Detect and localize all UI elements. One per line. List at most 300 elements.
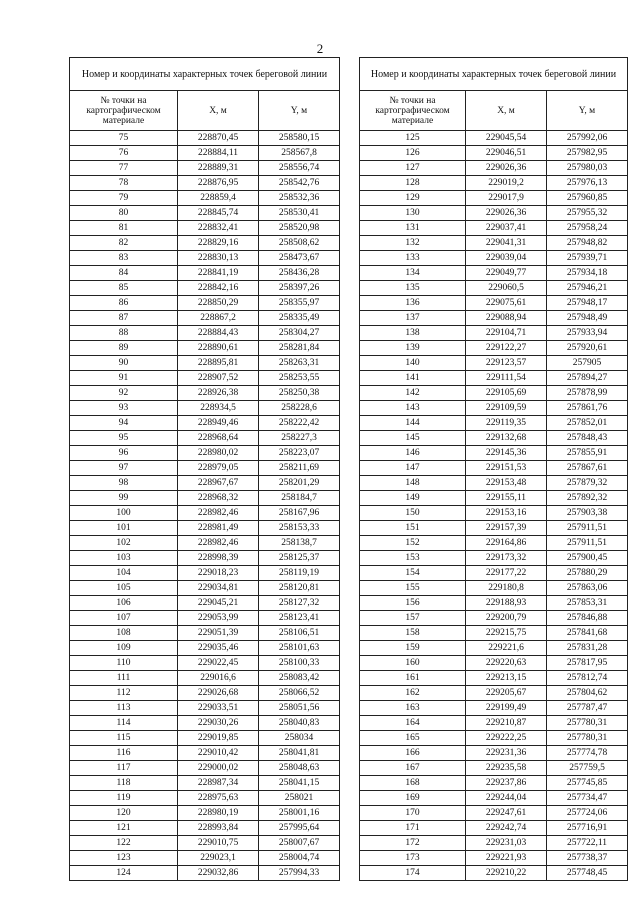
cell-point-number: 163 (360, 701, 466, 716)
cell-point-number: 138 (360, 326, 466, 341)
cell-y: 258250,38 (259, 386, 340, 401)
cell-x: 228895,81 (178, 356, 259, 371)
cell-y: 258083,42 (259, 671, 340, 686)
cell-point-number: 128 (360, 176, 466, 191)
cell-y: 257867,61 (547, 461, 628, 476)
cell-y: 258436,28 (259, 266, 340, 281)
table-row (70, 176, 340, 191)
cell-x: 229109,59 (466, 401, 547, 416)
cell-y: 258120,81 (259, 581, 340, 596)
cell-x: 229049,77 (466, 266, 547, 281)
table-row (360, 401, 628, 416)
cell-x: 229046,51 (466, 146, 547, 161)
cell-x: 228890,61 (178, 341, 259, 356)
cell-x: 228968,32 (178, 491, 259, 506)
table-row (70, 806, 340, 821)
cell-point-number: 122 (70, 836, 178, 851)
cell-point-number: 157 (360, 611, 466, 626)
cell-x: 228982,46 (178, 536, 259, 551)
cell-point-number: 160 (360, 656, 466, 671)
cell-x: 229045,54 (466, 131, 547, 146)
table-row (70, 611, 340, 626)
cell-point-number: 148 (360, 476, 466, 491)
table-row (70, 671, 340, 686)
cell-x: 229153,16 (466, 506, 547, 521)
cell-y: 257804,62 (547, 686, 628, 701)
cell-point-number: 117 (70, 761, 178, 776)
cell-x: 229033,51 (178, 701, 259, 716)
table-row (70, 626, 340, 641)
cell-x: 229235,58 (466, 761, 547, 776)
cell-y: 258048,63 (259, 761, 340, 776)
table-row (70, 851, 340, 866)
cell-x: 228926,38 (178, 386, 259, 401)
cell-x: 228975,63 (178, 791, 259, 806)
cell-y: 258127,32 (259, 596, 340, 611)
cell-point-number: 152 (360, 536, 466, 551)
table-row (360, 461, 628, 476)
table-row (360, 221, 628, 236)
cell-x: 228845,74 (178, 206, 259, 221)
cell-point-number: 75 (70, 131, 178, 146)
cell-point-number: 150 (360, 506, 466, 521)
table-row (360, 581, 628, 596)
cell-point-number: 123 (70, 851, 178, 866)
table-row (70, 221, 340, 236)
cell-x: 229039,04 (466, 251, 547, 266)
cell-y: 258520,98 (259, 221, 340, 236)
table-row (70, 536, 340, 551)
table-row (70, 326, 340, 341)
cell-point-number: 118 (70, 776, 178, 791)
cell-x: 228829,16 (178, 236, 259, 251)
table-row (70, 401, 340, 416)
cell-y: 257948,17 (547, 296, 628, 311)
table-row (70, 491, 340, 506)
cell-x: 228841,19 (178, 266, 259, 281)
table-row (360, 446, 628, 461)
cell-x: 229104,71 (466, 326, 547, 341)
cell-point-number: 135 (360, 281, 466, 296)
cell-point-number: 111 (70, 671, 178, 686)
column-header-point-number: № точки на картографическом материале (70, 91, 178, 131)
cell-x: 229019,2 (466, 176, 547, 191)
column-header-x: X, м (466, 91, 547, 131)
cell-point-number: 155 (360, 581, 466, 596)
cell-x: 229231,03 (466, 836, 547, 851)
cell-point-number: 171 (360, 821, 466, 836)
cell-y: 257817,95 (547, 656, 628, 671)
column-header-x: X, м (178, 91, 259, 131)
table-row (360, 596, 628, 611)
table-row (360, 746, 628, 761)
table-row (360, 206, 628, 221)
table-row (360, 701, 628, 716)
cell-y: 258041,15 (259, 776, 340, 791)
cell-point-number: 87 (70, 311, 178, 326)
cell-x: 228889,31 (178, 161, 259, 176)
cell-y: 257780,31 (547, 731, 628, 746)
cell-y: 258041,81 (259, 746, 340, 761)
cell-y: 257878,99 (547, 386, 628, 401)
cell-point-number: 103 (70, 551, 178, 566)
cell-x: 229111,54 (466, 371, 547, 386)
table-row (70, 161, 340, 176)
table-row (360, 416, 628, 431)
cell-y: 257780,31 (547, 716, 628, 731)
cell-point-number: 106 (70, 596, 178, 611)
cell-y: 257933,94 (547, 326, 628, 341)
cell-x: 229213,15 (466, 671, 547, 686)
cell-x: 228934,5 (178, 401, 259, 416)
cell-point-number: 101 (70, 521, 178, 536)
cell-y: 258508,62 (259, 236, 340, 251)
cell-x: 229155,11 (466, 491, 547, 506)
cell-x: 229215,75 (466, 626, 547, 641)
cell-y: 257748,45 (547, 866, 628, 881)
cell-point-number: 119 (70, 791, 178, 806)
cell-y: 257716,91 (547, 821, 628, 836)
cell-y: 258211,69 (259, 461, 340, 476)
table-row (70, 371, 340, 386)
cell-point-number: 141 (360, 371, 466, 386)
table-row (360, 296, 628, 311)
cell-point-number: 120 (70, 806, 178, 821)
table-row (70, 596, 340, 611)
cell-x: 228982,46 (178, 506, 259, 521)
table-row (70, 416, 340, 431)
cell-point-number: 169 (360, 791, 466, 806)
table-row (360, 371, 628, 386)
cell-point-number: 78 (70, 176, 178, 191)
cell-y: 257958,24 (547, 221, 628, 236)
table-row (70, 281, 340, 296)
table-row (70, 551, 340, 566)
cell-y: 257880,29 (547, 566, 628, 581)
cell-point-number: 168 (360, 776, 466, 791)
cell-y: 257861,76 (547, 401, 628, 416)
cell-y: 258040,83 (259, 716, 340, 731)
cell-point-number: 124 (70, 866, 178, 881)
table-row (70, 641, 340, 656)
cell-x: 228980,02 (178, 446, 259, 461)
cell-point-number: 166 (360, 746, 466, 761)
table-row (360, 686, 628, 701)
cell-y: 258100,33 (259, 656, 340, 671)
cell-x: 229034,81 (178, 581, 259, 596)
cell-x: 229122,27 (466, 341, 547, 356)
cell-x: 229221,6 (466, 641, 547, 656)
cell-x: 229145,36 (466, 446, 547, 461)
cell-y: 257879,32 (547, 476, 628, 491)
cell-x: 229026,36 (466, 161, 547, 176)
cell-y: 258051,56 (259, 701, 340, 716)
cell-point-number: 115 (70, 731, 178, 746)
table-row (360, 341, 628, 356)
cell-y: 258567,8 (259, 146, 340, 161)
cell-point-number: 107 (70, 611, 178, 626)
table-row (360, 626, 628, 641)
cell-point-number: 170 (360, 806, 466, 821)
cell-x: 229221,93 (466, 851, 547, 866)
cell-point-number: 110 (70, 656, 178, 671)
cell-y: 257846,88 (547, 611, 628, 626)
cell-y: 258034 (259, 731, 340, 746)
cell-point-number: 133 (360, 251, 466, 266)
cell-y: 257992,06 (547, 131, 628, 146)
table-row (70, 191, 340, 206)
table-title: Номер и координаты характерных точек береговой линии (70, 58, 340, 91)
cell-x: 229105,69 (466, 386, 547, 401)
cell-y: 258223,07 (259, 446, 340, 461)
table-row (360, 716, 628, 731)
cell-x: 229017,9 (466, 191, 547, 206)
cell-point-number: 153 (360, 551, 466, 566)
cell-x: 229231,36 (466, 746, 547, 761)
cell-y: 258119,19 (259, 566, 340, 581)
cell-y: 257812,74 (547, 671, 628, 686)
cell-point-number: 97 (70, 461, 178, 476)
cell-point-number: 143 (360, 401, 466, 416)
cell-x: 229237,86 (466, 776, 547, 791)
table-row (360, 251, 628, 266)
cell-point-number: 125 (360, 131, 466, 146)
cell-x: 229022,45 (178, 656, 259, 671)
cell-point-number: 83 (70, 251, 178, 266)
table-row (70, 431, 340, 446)
cell-point-number: 86 (70, 296, 178, 311)
cell-y: 258580,15 (259, 131, 340, 146)
cell-y: 257900,45 (547, 551, 628, 566)
column-header-y: Y, м (547, 91, 628, 131)
cell-point-number: 100 (70, 506, 178, 521)
cell-x: 229045,21 (178, 596, 259, 611)
cell-y: 258281,84 (259, 341, 340, 356)
table-row (70, 746, 340, 761)
cell-point-number: 102 (70, 536, 178, 551)
table-row (70, 761, 340, 776)
cell-y: 258167,96 (259, 506, 340, 521)
cell-x: 228949,46 (178, 416, 259, 431)
cell-y: 258335,49 (259, 311, 340, 326)
cell-point-number: 167 (360, 761, 466, 776)
cell-point-number: 93 (70, 401, 178, 416)
cell-y: 257855,91 (547, 446, 628, 461)
cell-y: 258228,6 (259, 401, 340, 416)
cell-point-number: 162 (360, 686, 466, 701)
cell-x: 229132,68 (466, 431, 547, 446)
cell-x: 229053,99 (178, 611, 259, 626)
cell-y: 257911,51 (547, 536, 628, 551)
cell-x: 228884,43 (178, 326, 259, 341)
cell-point-number: 151 (360, 521, 466, 536)
cell-x: 228968,64 (178, 431, 259, 446)
cell-y: 258066,52 (259, 686, 340, 701)
cell-point-number: 136 (360, 296, 466, 311)
cell-y: 257745,85 (547, 776, 628, 791)
cell-x: 229060,5 (466, 281, 547, 296)
cell-y: 258138,7 (259, 536, 340, 551)
cell-y: 257911,51 (547, 521, 628, 536)
cell-y: 258304,27 (259, 326, 340, 341)
cell-point-number: 140 (360, 356, 466, 371)
cell-y: 258222,42 (259, 416, 340, 431)
cell-x: 229035,46 (178, 641, 259, 656)
cell-x: 229010,42 (178, 746, 259, 761)
cell-y: 257892,32 (547, 491, 628, 506)
table-row (70, 386, 340, 401)
cell-point-number: 109 (70, 641, 178, 656)
cell-point-number: 154 (360, 566, 466, 581)
cell-x: 228859,4 (178, 191, 259, 206)
table-row (70, 566, 340, 581)
cell-y: 258355,97 (259, 296, 340, 311)
cell-y: 258530,41 (259, 206, 340, 221)
cell-point-number: 82 (70, 236, 178, 251)
cell-x: 229037,41 (466, 221, 547, 236)
cell-point-number: 142 (360, 386, 466, 401)
cell-y: 257948,49 (547, 311, 628, 326)
cell-y: 257848,43 (547, 431, 628, 446)
table-row (360, 491, 628, 506)
cell-x: 229153,48 (466, 476, 547, 491)
cell-x: 228981,49 (178, 521, 259, 536)
table-row (70, 656, 340, 671)
column-header-y: Y, м (259, 91, 340, 131)
cell-point-number: 149 (360, 491, 466, 506)
cell-point-number: 146 (360, 446, 466, 461)
cell-x: 229088,94 (466, 311, 547, 326)
table-row (360, 176, 628, 191)
cell-y: 258004,74 (259, 851, 340, 866)
cell-y: 258263,31 (259, 356, 340, 371)
coordinates-table-right (359, 57, 628, 881)
cell-x: 229173,32 (466, 551, 547, 566)
table-row (360, 566, 628, 581)
table-row (360, 611, 628, 626)
table-row (360, 866, 628, 881)
cell-point-number: 76 (70, 146, 178, 161)
cell-point-number: 137 (360, 311, 466, 326)
table-row (360, 761, 628, 776)
cell-x: 229075,61 (466, 296, 547, 311)
coordinates-table-left (69, 57, 340, 881)
cell-y: 257724,06 (547, 806, 628, 821)
table-row (70, 131, 340, 146)
cell-point-number: 121 (70, 821, 178, 836)
cell-x: 229244,04 (466, 791, 547, 806)
table-row (70, 521, 340, 536)
table-row (70, 266, 340, 281)
cell-y: 258556,74 (259, 161, 340, 176)
cell-point-number: 94 (70, 416, 178, 431)
cell-y: 258532,36 (259, 191, 340, 206)
cell-x: 228884,11 (178, 146, 259, 161)
table-row (360, 386, 628, 401)
cell-x: 229220,63 (466, 656, 547, 671)
table-row (70, 581, 340, 596)
cell-point-number: 81 (70, 221, 178, 236)
cell-y: 257994,33 (259, 866, 340, 881)
cell-x: 229164,86 (466, 536, 547, 551)
cell-point-number: 80 (70, 206, 178, 221)
cell-x: 228979,05 (178, 461, 259, 476)
cell-x: 229023,1 (178, 851, 259, 866)
cell-point-number: 147 (360, 461, 466, 476)
cell-point-number: 130 (360, 206, 466, 221)
cell-point-number: 134 (360, 266, 466, 281)
cell-y: 257738,37 (547, 851, 628, 866)
cell-x: 229188,93 (466, 596, 547, 611)
table-row (360, 266, 628, 281)
table-row (360, 551, 628, 566)
cell-y: 257939,71 (547, 251, 628, 266)
cell-point-number: 91 (70, 371, 178, 386)
cell-y: 257759,5 (547, 761, 628, 776)
cell-y: 257722,11 (547, 836, 628, 851)
table-row (360, 821, 628, 836)
table-row (70, 446, 340, 461)
cell-point-number: 98 (70, 476, 178, 491)
cell-x: 229026,36 (466, 206, 547, 221)
cell-x: 229242,74 (466, 821, 547, 836)
table-row (360, 191, 628, 206)
cell-x: 229222,25 (466, 731, 547, 746)
cell-x: 228980,19 (178, 806, 259, 821)
cell-point-number: 112 (70, 686, 178, 701)
cell-point-number: 99 (70, 491, 178, 506)
cell-x: 229123,57 (466, 356, 547, 371)
cell-y: 257841,68 (547, 626, 628, 641)
cell-y: 257894,27 (547, 371, 628, 386)
table-row (70, 866, 340, 881)
page-number: 2 (316, 41, 324, 56)
cell-y: 258153,33 (259, 521, 340, 536)
table-row (360, 731, 628, 746)
table-row (360, 161, 628, 176)
cell-x: 229247,61 (466, 806, 547, 821)
cell-point-number: 79 (70, 191, 178, 206)
cell-point-number: 92 (70, 386, 178, 401)
cell-y: 257853,31 (547, 596, 628, 611)
cell-x: 228850,29 (178, 296, 259, 311)
column-header-point-number: № точки на картографическом материале (360, 91, 466, 131)
table-row (360, 431, 628, 446)
table-row (70, 461, 340, 476)
cell-y: 257774,78 (547, 746, 628, 761)
cell-point-number: 164 (360, 716, 466, 731)
table-row (360, 806, 628, 821)
cell-point-number: 174 (360, 866, 466, 881)
cell-y: 258227,3 (259, 431, 340, 446)
cell-x: 229030,26 (178, 716, 259, 731)
table-row (360, 146, 628, 161)
cell-x: 229026,68 (178, 686, 259, 701)
cell-y: 258473,67 (259, 251, 340, 266)
cell-y: 258021 (259, 791, 340, 806)
cell-point-number: 77 (70, 161, 178, 176)
cell-x: 229051,39 (178, 626, 259, 641)
cell-point-number: 85 (70, 281, 178, 296)
cell-x: 229000,02 (178, 761, 259, 776)
table-row (360, 641, 628, 656)
cell-point-number: 95 (70, 431, 178, 446)
table-row (360, 521, 628, 536)
cell-y: 258397,26 (259, 281, 340, 296)
cell-y: 258542,76 (259, 176, 340, 191)
table-row (360, 836, 628, 851)
cell-point-number: 108 (70, 626, 178, 641)
